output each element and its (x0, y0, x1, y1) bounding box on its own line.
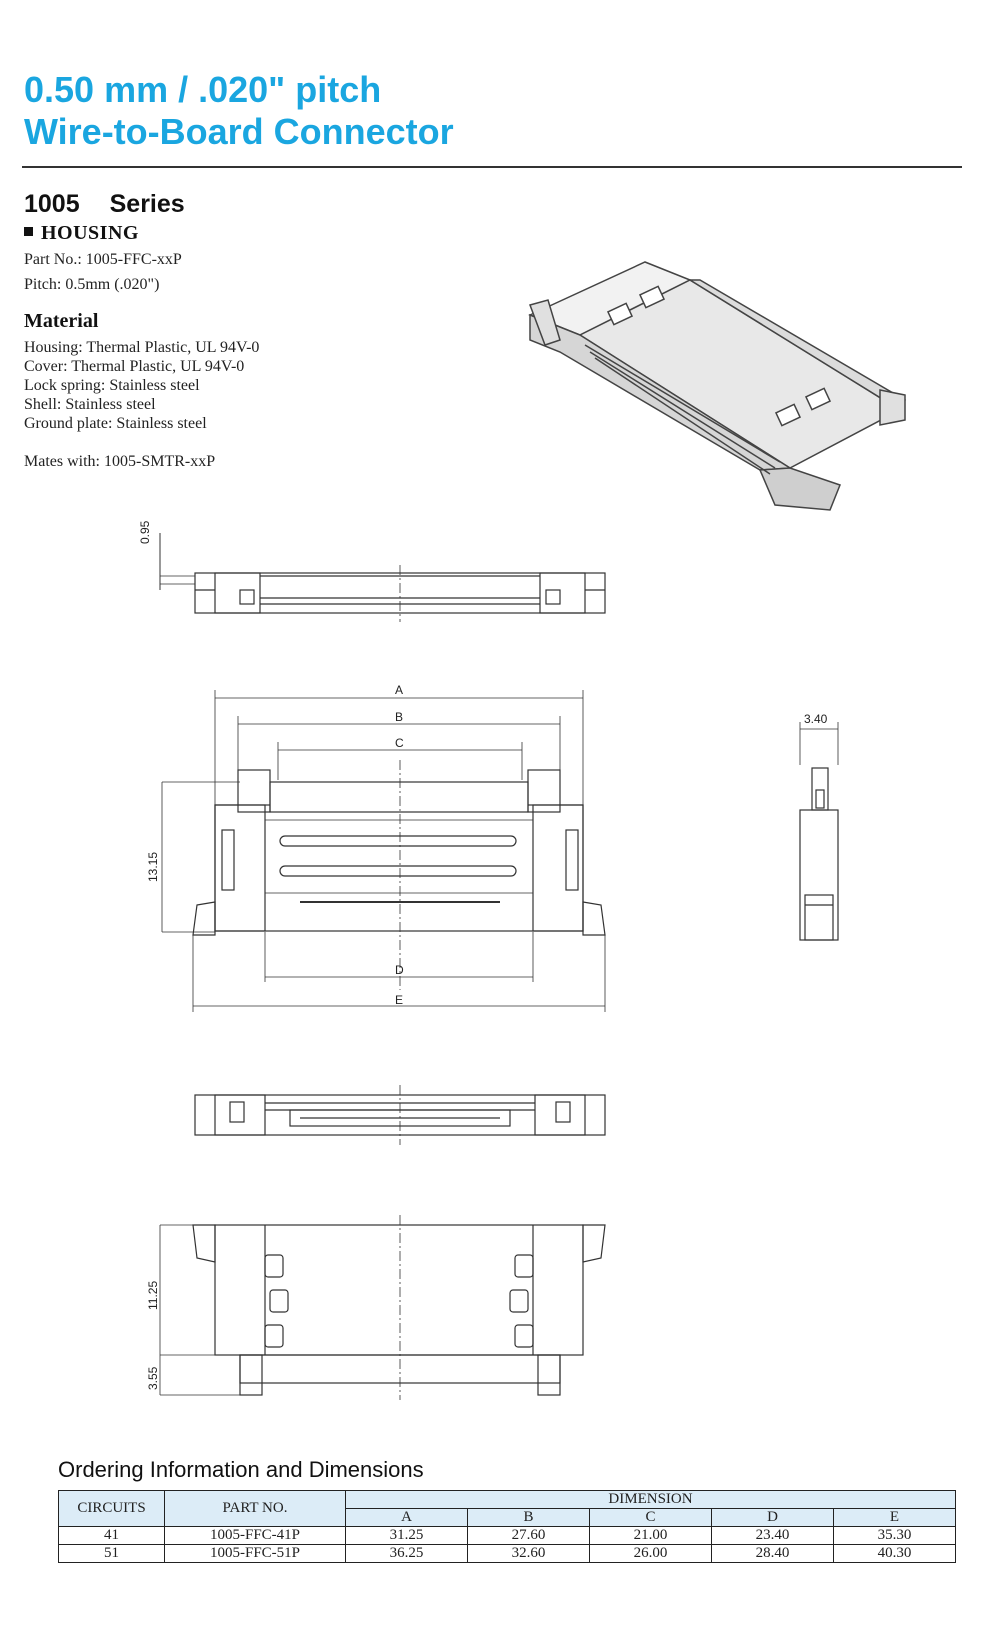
col-dim-c: C (590, 1509, 712, 1527)
connector-3d-render (530, 262, 905, 510)
cell-a: 36.25 (346, 1545, 468, 1563)
dim-label-e: E (395, 993, 404, 1007)
material-heading: Material (24, 310, 99, 332)
cell-b: 27.60 (468, 1527, 590, 1545)
front-view-drawing (162, 690, 605, 1012)
cell-circuits: 51 (59, 1545, 165, 1563)
ordering-heading: Ordering Information and Dimensions (58, 1457, 424, 1482)
cell-b: 32.60 (468, 1545, 590, 1563)
dim-label-top-height: 0.95 (138, 520, 152, 544)
top-view-drawing (160, 533, 605, 622)
mates-with: Mates with: 1005-SMTR-xxP (24, 453, 216, 470)
rear-view-drawing (195, 1085, 605, 1145)
dim-label-a: A (395, 683, 404, 697)
cell-e: 35.30 (834, 1527, 956, 1545)
material-item: Shell: Stainless steel (24, 396, 156, 413)
series-label: Series (109, 190, 185, 218)
series-number: 1005 (24, 190, 80, 218)
dim-label-side-width: 3.40 (804, 712, 828, 726)
material-item: Lock spring: Stainless steel (24, 377, 200, 394)
cell-circuits: 41 (59, 1527, 165, 1545)
col-dimension: DIMENSION (346, 1491, 956, 1509)
cell-d: 28.40 (712, 1545, 834, 1563)
material-item: Ground plate: Stainless steel (24, 415, 207, 432)
col-dim-b: B (468, 1509, 590, 1527)
cell-c: 21.00 (590, 1527, 712, 1545)
dim-label-front-height: 13.15 (146, 851, 160, 882)
cell-e: 40.30 (834, 1545, 956, 1563)
cell-d: 23.40 (712, 1527, 834, 1545)
dim-label-bottom-height-1: 11.25 (146, 1280, 160, 1310)
dim-label-b: B (395, 710, 404, 724)
dim-label-d: D (395, 963, 404, 977)
dim-label-bottom-height-2: 3.55 (146, 1366, 160, 1390)
cell-c: 26.00 (590, 1545, 712, 1563)
material-item: Housing: Thermal Plastic, UL 94V-0 (24, 339, 260, 356)
side-view-drawing (800, 722, 838, 940)
col-dim-d: D (712, 1509, 834, 1527)
col-circuits: CIRCUITS (59, 1491, 165, 1527)
table-row (59, 1545, 956, 1563)
pitch: Pitch: 0.5mm (.020") (24, 276, 160, 293)
title-line-2: Wire-to-Board Connector (24, 111, 454, 152)
bottom-view-drawing (160, 1215, 605, 1400)
cell-a: 31.25 (346, 1527, 468, 1545)
col-dim-e: E (834, 1509, 956, 1527)
title-line-1: 0.50 mm / .020" pitch (24, 69, 382, 110)
dim-label-c: C (395, 736, 404, 750)
table-row (59, 1527, 956, 1545)
ordering-table (58, 1490, 956, 1563)
material-item: Cover: Thermal Plastic, UL 94V-0 (24, 358, 245, 375)
cell-part-no: 1005-FFC-51P (165, 1545, 346, 1563)
col-dim-a: A (346, 1509, 468, 1527)
part-number: Part No.: 1005-FFC-xxP (24, 251, 182, 268)
col-part-no: PART NO. (165, 1491, 346, 1527)
cell-part-no: 1005-FFC-41P (165, 1527, 346, 1545)
housing-heading-text: HOUSING (41, 222, 139, 244)
